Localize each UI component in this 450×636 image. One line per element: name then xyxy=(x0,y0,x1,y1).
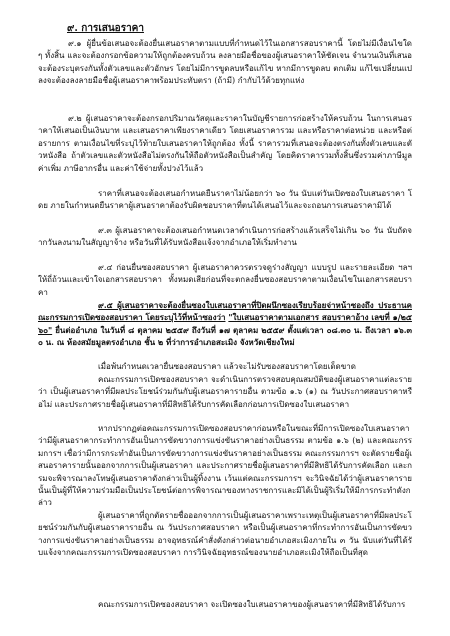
paragraph-opening: คณะกรรมการเปิดซองสอบราคา จะเปิดซองใบเสนอราคาของผู้เสนอราคาที่มีสิทธิได้รับการ xyxy=(98,600,406,609)
paragraph-9-2: ๙.๒ ผู้เสนอราคาจะต้องกรอกปริมาณวัสดุและราคาในบัญชีรายการก่อสร้างให้ครบถ้วน ในการเสนอราคาให้เสนอเป็นเงินบาท และเสนอราคาเพียงราคาเดียว โดยเสนอราคารวม และหรือราคาต่อหน่วย และหรือต่อรายการ ตามเงื่อนไขที่ระบุไว้ท้ายใบเสนอราคาให้ถูกต้อง ทั้งนี้ ราคารวมที่เสนอจะต้องตรงกันทั้งตัวเลขและตัวหนังสือ ถ้าตัวเลขและตัวหนังสือไม่ตรงกันให้ถือตัวหนังสือเป็นสำคัญ โดยคิดราคารวมทั้งสิ้นซึ่งรวมค่าภาษีมูลค่าเพิ่ม ภาษีอากรอื่น และค่าใช้จ่ายทั้งปวงไว้แล้ว xyxy=(38,114,412,173)
paragraph-appeal: ผู้เสนอราคาที่ถูกตัดรายชื่อออกจากการเป็นผู้เสนอราคาเพราะเหตุเป็นผู้เสนอราคาที่มีผลประโยชน์ร่วมกันกับผู้เสนอราคารายอื่น ณ วันประกาศสอบราคา หรือเป็นผู้เสนอราคาที่กระทำการอันเป็นการขัดขวางการแข่งขันราคาอย่างเป็นธรรม อาจอุทธรณ์คำสั่งดังกล่าวต่อนายอำเภอสะเมิงภายใน ๓ วัน นับแต่วันที่ได้รับแจ้งจากคณะกรรมการเปิดซองสอบราคา การวินิจฉัยอุทธรณ์ของนายอำเภอสะเมิงให้ถือเป็นที่สุด xyxy=(38,511,412,558)
paragraph-collusion: หากปรากฏต่อคณะกรรมการเปิดซองสอบราคาก่อนหรือในขณะที่มีการเปิดซองใบเสนอราคาว่ามีผู้เสนอราคากระทำการอันเป็นการขัดขวางการแข่งขันราคาอย่างเป็นธรรม ตามข้อ ๑.๖ (๒) และคณะกรรมการฯ เชื่อว่ามีการกระทำอันเป็นการขัดขวางการแข่งขันราคาอย่างเป็นธรรม คณะกรรมการฯ จะตัดรายชื่อผู้เสนอราคารายนั้นออกจากการเป็นผู้เสนอราคา และประกาศรายชื่อผู้เสนอราคาที่มีสิทธิได้รับการคัดเลือก และกรมจะพิจารณาลงโทษผู้เสนอราคาดังกล่าวเป็นผู้ทิ้งงาน เว้นแต่คณะกรรมการฯ จะวินิจฉัยได้ว่าผู้เสนอราคารายนั้นเป็นผู้ที่ให้ความร่วมมือเป็นประโยชน์ต่อการพิจารณาของทางราชการและมิได้เป็นผู้ริเริ่มให้มีการกระทำดังกล่าว xyxy=(38,424,412,508)
paragraph-price-validity: ราคาที่เสนอจะต้องเสนอกำหนดยืนราคาไม่น้อยกว่า ๖๐ วัน นับแต่วันเปิดซองใบเสนอราคา โดย ภายในกำหนดยืนราคาผู้เสนอราคาต้องรับผิดชอบราคาที่ตนได้เสนอไว้และจะถอนการเสนอราคามิได้ xyxy=(38,189,412,211)
paragraph-9-5 xyxy=(38,299,412,349)
paragraph-9-3: ๙.๓ ผู้เสนอราคาจะต้องเสนอกำหนดเวลาดำเนินการก่อสร้างแล้วเสร็จไม่เกิน ๖๐ วัน นับถัดจากวันลงนามในสัญญาจ้าง หรือวันที่ได้รับหนังสือแจ้งจากอำเภอให้เริ่มทำงาน xyxy=(38,226,412,248)
submission-instruction: ๙.๕ ผู้เสนอราคาจะต้องยื่นซองใบเสนอราคาที่ปิดผนึกซองเรียบร้อยจ่าหน้าซองถึง ประธานคณะกรรมการเปิดซองสอบราคา โดยระบุไว้ที่หน้าซองว่า xyxy=(38,300,412,323)
paragraph-9-1: ๙.๑ ผู้ยื่นข้อเสนอจะต้องยื่นเสนอราคาตามแบบที่กำหนดไว้ในเอกสารสอบราคานี้ โดยไม่มีเงื่อนไขใด ๆ ทั้งสิ้น และจะต้องกรอกข้อความให้ถูกต้องครบถ้วน ลงลายมือชื่อของผู้เสนอราคาให้ชัดเจน จำนวนเงินที่เสนอจะต้องระบุตรงกันทั้งตัวเลขและตัวอักษร โดยไม่มีการขูดลบหรือแก้ไข หากมีการขูดลบ ตกเติม แก้ไขเปลี่ยนแปลงจะต้องลงลายมือชื่อผู้เสนอราคาพร้อมประทับตรา (ถ้ามี) กำกับไว้ด้วยทุกแห่ง xyxy=(38,39,412,86)
submission-schedule: ยื่นต่ออำเภอ ในวันที่ ๘ ตุลาคม ๒๕๕๙ ถึงวันที่ ๑๗ ตุลาคม ๒๕๕๙ ตั้งแต่เวลา ๐๘.๓๐ น. ถึงเวลา ๑๖.๓๐ น. ณ ห้องสมัยมูลตรงอำเภอ ชั้น ๒ ที่ว่าการอำเภอสะเมิง จังหวัดเชียงใหม่ xyxy=(38,324,412,348)
paragraph-qualification-check: คณะกรรมการเปิดซองสอบราคา จะดำเนินการตรวจสอบคุณสมบัติของผู้เสนอราคาแต่ละรายว่า เป็นผู้เสนอราคาที่มีผลประโยชน์ร่วมกันกับผู้เสนอราคารายอื่น ตามข้อ ๑.๖ (๑) ณ วันประกาศสอบราคาหรือไม่ และประกาศรายชื่อผู้เสนอราคาที่มีสิทธิได้รับการคัดเลือกก่อนการเปิดซองใบเสนอราคา xyxy=(38,375,412,409)
section-heading: ๙. การเสนอราคา xyxy=(67,23,144,34)
paragraph-9-4: ๙.๔ ก่อนยื่นซองสอบราคา ผู้เสนอราคาควรตรวจดูร่างสัญญา แบบรูป และรายละเอียด ฯลฯ ให้ถี่ถ้วนและเข้าใจเอกสารสอบราคา ทั้งหมดเสียก่อนที่จะตกลงยื่นซองสอบราคาตามเงื่อนไขในเอกสารสอบราคา xyxy=(38,263,412,297)
paragraph-late-submission: เมื่อพ้นกำหนดเวลายื่นซองสอบราคา แล้วจะไม่รับซองสอบราคาโดยเด็ดขาด xyxy=(98,362,356,371)
envelope-label-quote: "ใบเสนอราคาตามเอกสาร สอบราคาอ้าง เลขที่ ๑/๒๕๖๐" xyxy=(38,312,412,335)
